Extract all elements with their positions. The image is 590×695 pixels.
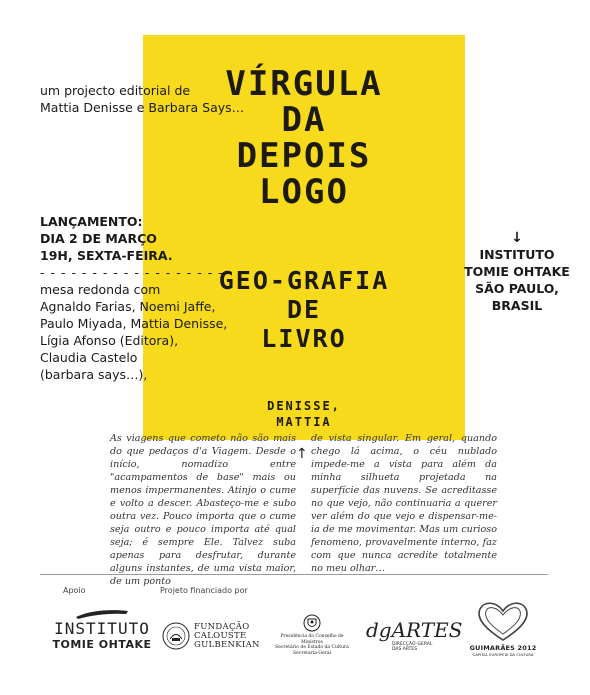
book-author [143,398,465,430]
panel-line: Paulo Miyada, Mattia Denisse, [40,316,228,331]
excerpt-right: de vista singular. Em geral, quando chego lá acima, o céu nublado impede-me a vista para além da minha silhueta projetada na superfície das nuvens. Se acreditasse no que vejo, não continuaria a querer ver além do que vejo e dispensar-me-ia de me movimentar. Mas um curioso fenomeno, provavelmente interno, faz com que nunca acredite totalmente no meu olhar… [311,433,497,574]
logo-text: GUIMARÃES 2012 [469,644,537,652]
book-title-line: DEPOIS [236,136,372,176]
logo-text: INSTITUTO [54,619,150,638]
book-subtitle-line: LIVRO [261,324,347,353]
logo-text-line: DAS ARTES [392,647,418,652]
panel-line: Lígia Afonso (Editora), [40,333,179,348]
logo-text: TOMIE OHTAKE [52,638,152,651]
venue-line: INSTITUTO [479,247,555,262]
logo-text-line: GULBENKIAN [194,640,260,650]
down-arrow-icon: ↓ [511,230,523,246]
gulbenkian-logo [162,620,262,654]
logo-text-line: Secretaria-Geral [293,650,331,656]
logo-text-line: Secretário de Estado da Cultura [275,645,349,650]
instituto-tomie-ohtake-logo [52,608,152,651]
guimaraes-2012-logo [458,598,548,657]
panel-info [40,281,227,383]
book-title-line: LOGO [259,172,349,212]
panel-line: mesa redonda com [40,282,161,297]
logo-text-line: FUNDAÇÃO [194,622,250,632]
apoio-label: Apoio [63,586,86,595]
intro-line: um projecto editorial de [40,83,191,98]
gulbenkian-emblem-icon [162,622,190,650]
panel-line: Claudia Castelo [40,350,138,365]
logo-text-line: DIRECÇÃO-GERAL [392,642,433,647]
launch-info [40,213,173,264]
launch-label: LANÇAMENTO: [40,214,143,229]
launch-date: DIA 2 DE MARÇO [40,231,157,246]
book-author-line: MATTIA [276,415,332,429]
dgartes-logo [366,618,463,652]
venue-line: TOMIE OHTAKE [464,264,570,279]
logo-text: CAPITAL EUROPEIA DA CULTURA [472,652,534,657]
venue-line: BRASIL [491,298,543,313]
logo-text-line: Presidência do Conselho de Ministros [280,634,344,645]
heart-emblem-icon [474,598,532,644]
logo-text-line: CALOUSTE [194,631,247,641]
excerpt-left: As viagens que cometo não são mais do que pedaços d'a Viagem. Desde o início, nomadizo entre "acampamentos de base" mais ou menos impermanentes. Atinjo o cume e volto a descer. Abasteço-me e subo outra vez. Pouco importa que o cume seja outro e pouco importa até qual seja; é sempre Ele. Talvez suba apenas para desfrutar, durante alguns instantes, de uma vista maior, de um ponto [110,433,296,587]
coat-of-arms-icon [303,614,321,632]
venue-info [455,230,579,314]
book-title-line: DA [281,100,327,140]
up-arrow-icon: ↑ [296,446,308,462]
venue-line: SÃO PAULO, [475,281,559,296]
logo-text [194,623,260,650]
presidencia-logo [272,614,352,656]
footer-divider [40,574,548,575]
logo-text: dgARTES [366,618,463,642]
intro-text [40,82,244,116]
panel-line: Agnaldo Farias, Noemi Jaffe, [40,299,216,314]
book-subtitle-line: GEO-GRAFIA [218,266,390,295]
financiado-label: Projeto financiado por [160,586,248,595]
intro-line: Mattia Denisse e Barbara Says… [40,100,245,115]
book-subtitle-line: DE [286,295,322,324]
book-author-line: DENISSE, [267,399,341,413]
book-title-line: VÍRGULA [225,64,383,104]
dashed-divider: - - - - - - - - - - - - - - - - - - [40,265,224,280]
panel-line: (barbara says…), [40,367,148,382]
launch-time: 19H, SEXTA-FEIRA. [40,248,173,263]
